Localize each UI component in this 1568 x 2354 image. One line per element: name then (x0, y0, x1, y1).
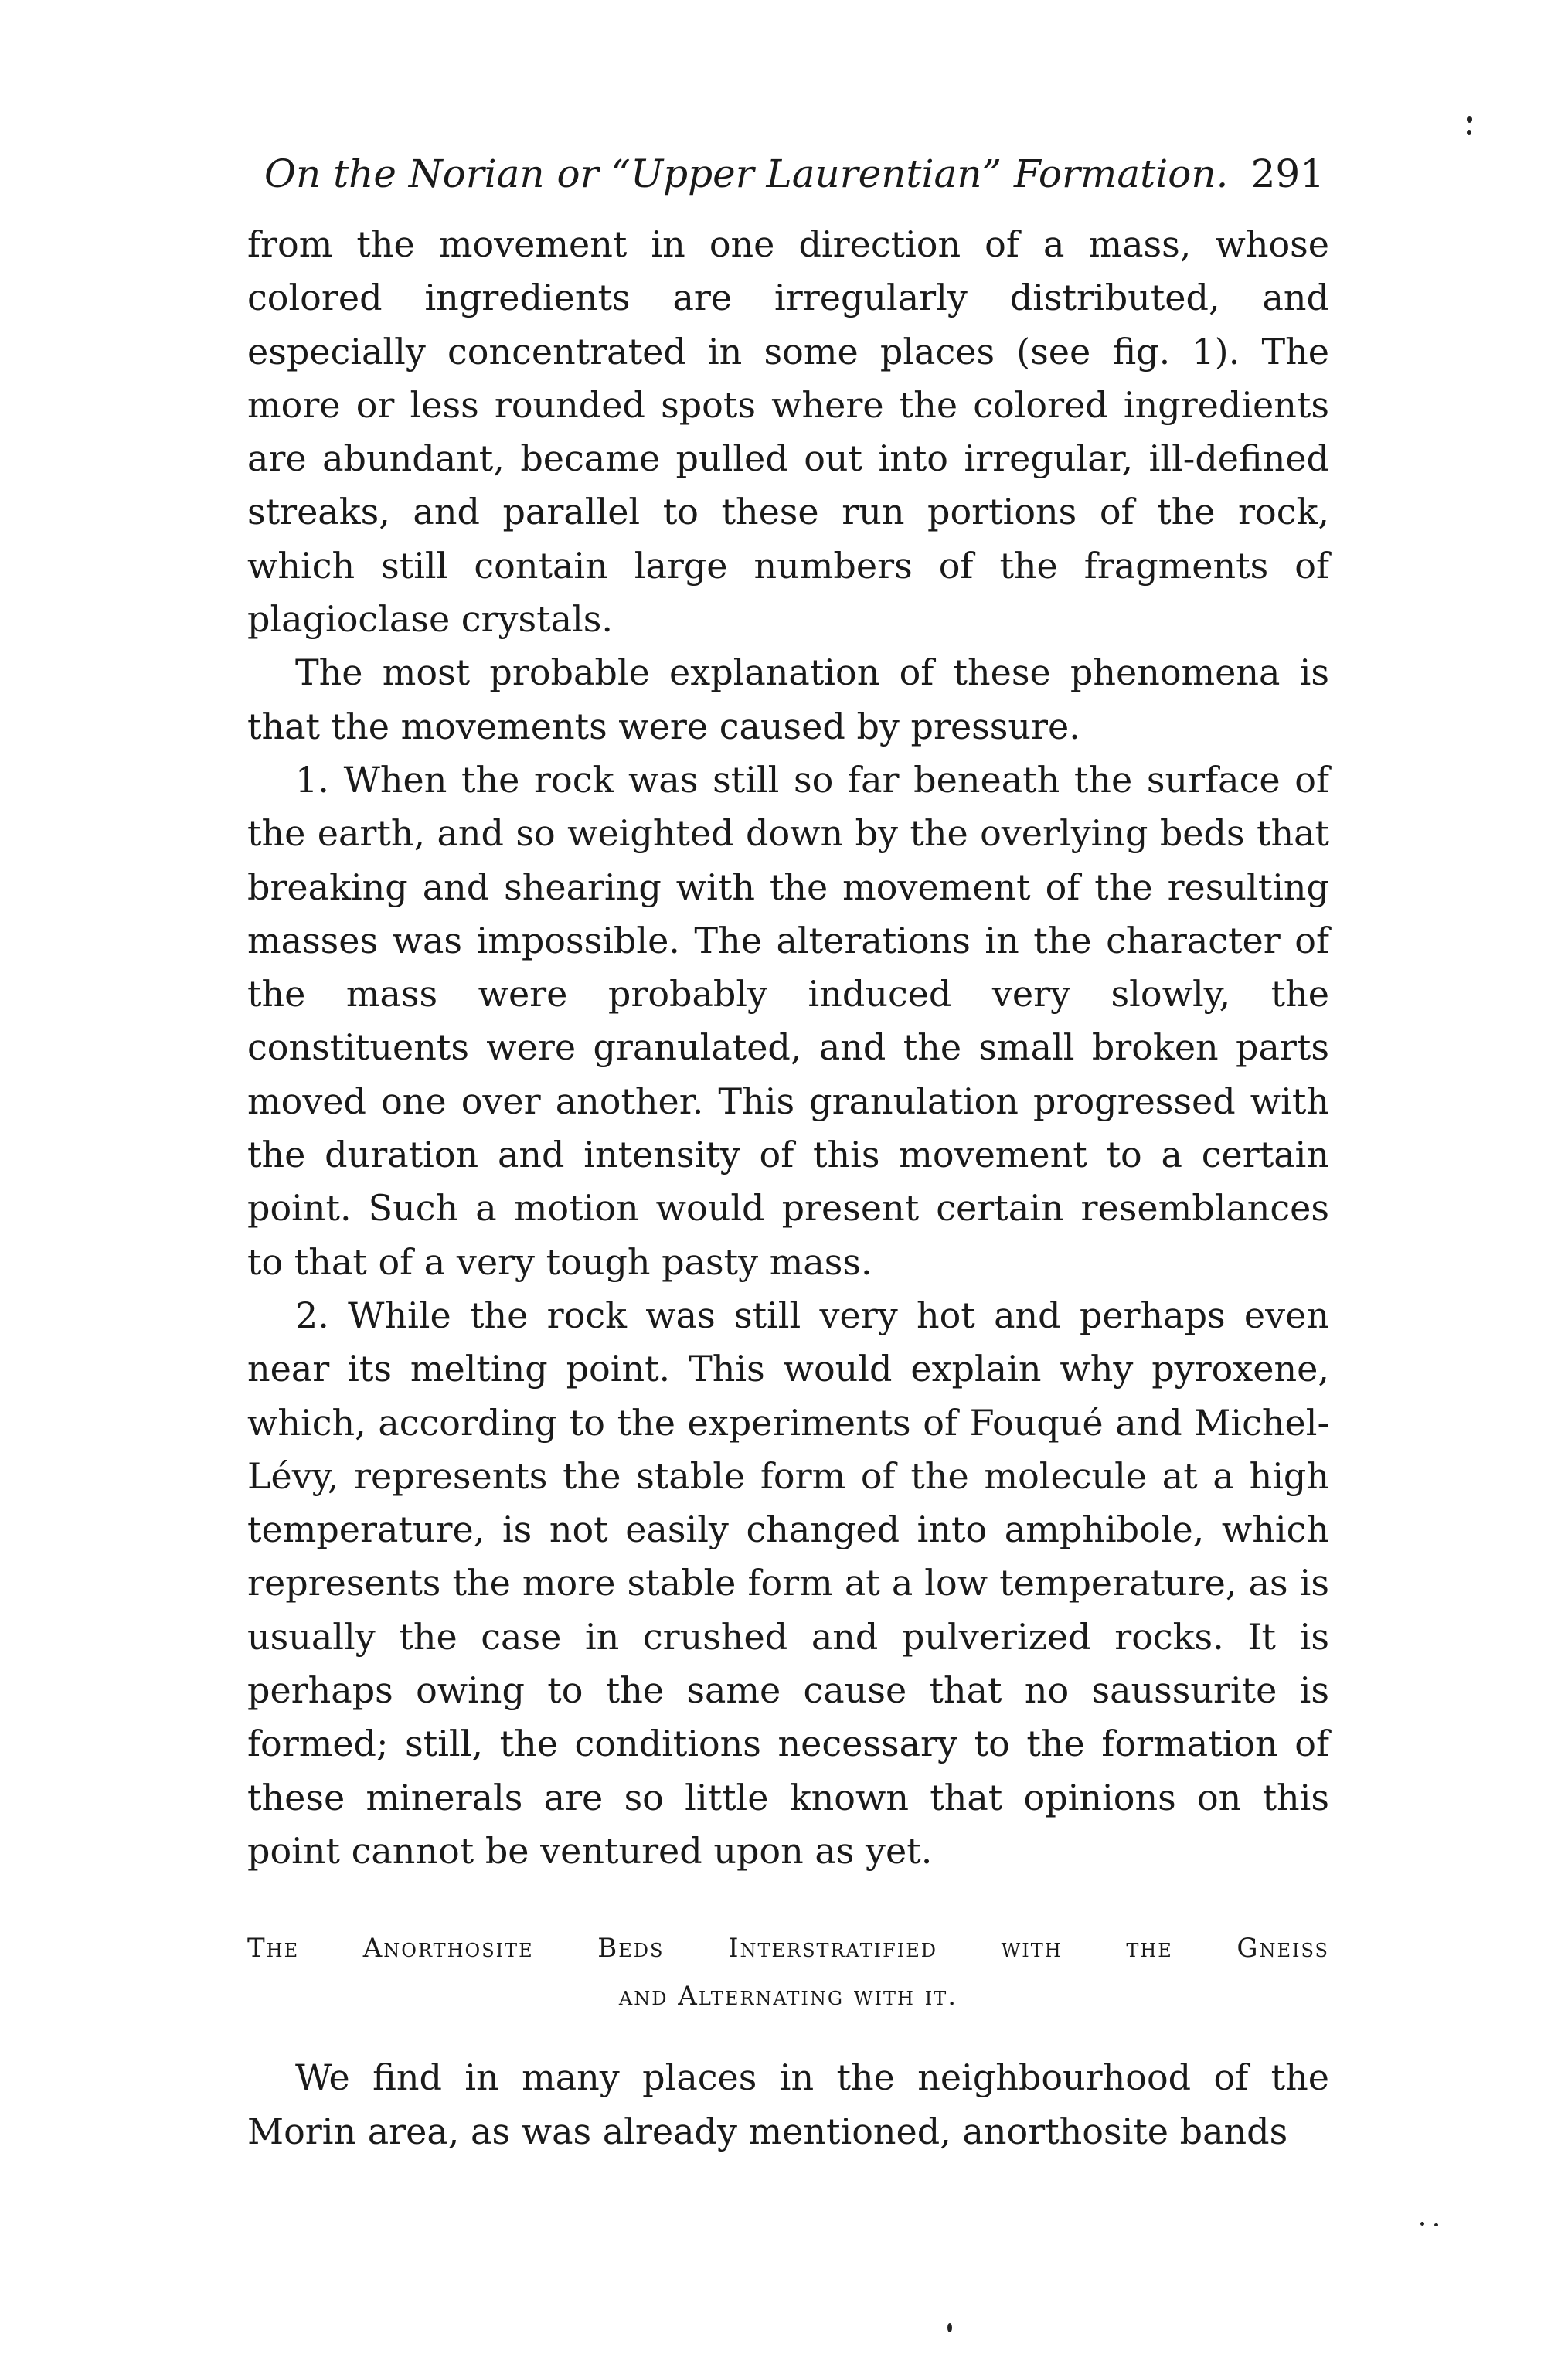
section-heading-line-2: and Alternating with it. (618, 1981, 958, 2012)
paragraph-explanation: The most probable explanation of these phenomena is that the movements were caused by pressure. (247, 651, 1329, 747)
paragraph-continuation: from the movement in one direction of a mass, whose colored ingredients are irregularly distributed, and especially concentrated in some places (see fig. 1). The more or less rounded spots where the colored ingredients are abundant, became pulled out into irregular, ill-defined streaks, and parallel to these run portions of the rock, which still contain large numbers of the fragments of plagioclase crystals. (247, 223, 1329, 641)
section-heading (247, 1924, 1329, 2020)
scan-speck (1420, 2222, 1424, 2226)
running-title: On the Norian or “Upper Laurentian” Formation. (264, 151, 1229, 196)
scan-speck (1467, 116, 1472, 123)
paragraph-point-2: 2. While the rock was still very hot and perhaps even near its melting point. This would explain why pyroxene, which, according to the experiments of Fouqué and Michel-Lévy, represents the stable form of the molecule at a high temperature, is not easily changed into amphibole, which represents the more stable form at a low temperature, as is usually the case in crushed and pulverized rocks. It is perhaps owing to the same cause that no saussurite is formed; still, the conditions necessary to the formation of these minerals are so little known that opinions on this point cannot be ventured upon as yet. (247, 1294, 1329, 1872)
page (247, 147, 1329, 2158)
paragraph-point-1: 1. When the rock was still so far beneath the surface of the earth, and so weighted down by the overlying beds that breaking and shearing with the movement of the resulting masses was impossible. The alterations in the character of the mass were probably induced very slowly, the constituents were granulated, and the small broken parts moved one over another. This granulation progressed with the duration and intensity of this movement to a certain point. Such a motion would present certain resemblances to that of a very tough pasty mass. (247, 758, 1329, 1283)
scan-speck (947, 2323, 952, 2332)
section-body (247, 2051, 1329, 2158)
paragraph-section-start: We find in many places in the neighbourhood of the Morin area, as was already mentioned, anorthosite bands (247, 2056, 1329, 2152)
body-text (247, 218, 1329, 1878)
scan-speck (1467, 130, 1471, 135)
running-head (247, 147, 1329, 201)
page-number: 291 (1250, 151, 1325, 196)
scan-speck (1434, 2223, 1438, 2226)
section-heading-line-1: The Anorthosite Beds Interstratified with the Gneiss (247, 1933, 1329, 1965)
